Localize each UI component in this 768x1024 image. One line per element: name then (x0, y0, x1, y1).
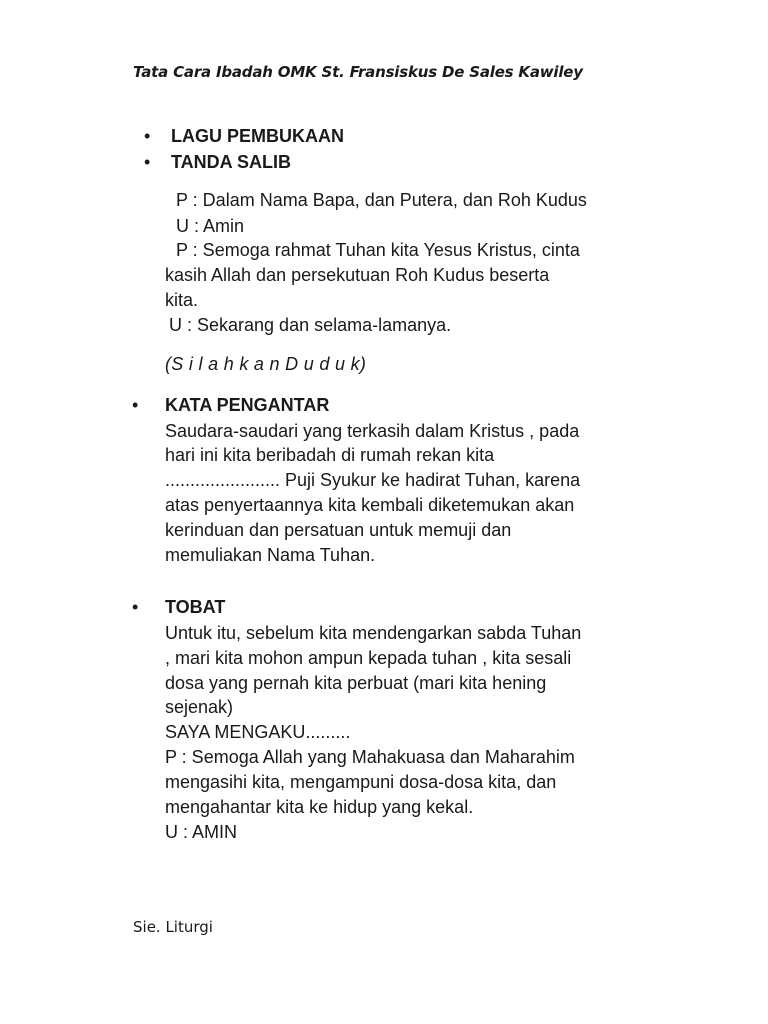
tobat-line: U : AMIN (165, 822, 238, 842)
tanda-salib-line: U : Amin (176, 216, 245, 236)
tanda-salib-line: U : Sekarang dan selama-lamanya. (169, 315, 452, 335)
bullet-tobat: • (132, 597, 139, 617)
heading-tobat: TOBAT (165, 597, 226, 617)
kata-pengantar-line: atas penyertaannya kita kembali diketemukan akan (165, 495, 575, 515)
tobat-line: SAYA MENGAKU......... (165, 722, 351, 742)
kata-pengantar-line: memuliakan Nama Tuhan. (165, 545, 376, 565)
kata-pengantar-line: hari ini kita beribadah di rumah rekan kita (165, 445, 495, 465)
kata-pengantar-line: kerinduan dan persatuan untuk memuji dan (165, 520, 512, 540)
kata-pengantar-line: Saudara-saudari yang terkasih dalam Kristus , pada (165, 421, 580, 441)
tanda-salib-line: kasih Allah dan persekutuan Roh Kudus beserta (165, 265, 550, 285)
heading-lagu-pembukaan: LAGU PEMBUKAAN (171, 126, 344, 146)
heading-kata-pengantar: KATA PENGANTAR (165, 395, 330, 415)
kata-pengantar-line: ....................... Puji Syukur ke hadirat Tuhan, karena (165, 470, 581, 490)
tanda-salib-line: kita. (165, 290, 199, 310)
tobat-line: dosa yang pernah kita perbuat (mari kita hening (165, 673, 547, 693)
tanda-salib-line: P : Dalam Nama Bapa, dan Putera, dan Roh Kudus (176, 190, 587, 210)
tobat-line: P : Semoga Allah yang Mahakuasa dan Maharahim (165, 747, 575, 767)
instruction-silahkan-duduk: (S i l a h k a n D u d u k) (165, 354, 367, 374)
tanda-salib-line: P : Semoga rahmat Tuhan kita Yesus Kristus, cinta (176, 240, 580, 260)
bullet-tanda-salib: • (144, 152, 151, 172)
tobat-line: mengahantar kita ke hidup yang kekal. (165, 797, 474, 817)
tobat-line: Untuk itu, sebelum kita mendengarkan sabda Tuhan (165, 623, 582, 643)
tobat-line: sejenak) (165, 697, 234, 717)
document-header: Tata Cara Ibadah OMK St. Fransiskus De Sales Kawiley (133, 63, 583, 81)
document-footer: Sie. Liturgi (133, 918, 213, 936)
bullet-lagu-pembukaan: • (144, 126, 151, 146)
heading-tanda-salib: TANDA SALIB (171, 152, 291, 172)
tobat-line: mengasihi kita, mengampuni dosa-dosa kita, dan (165, 772, 557, 792)
bullet-kata-pengantar: • (132, 395, 139, 415)
tobat-line: , mari kita mohon ampun kepada tuhan , kita sesali (165, 648, 572, 668)
